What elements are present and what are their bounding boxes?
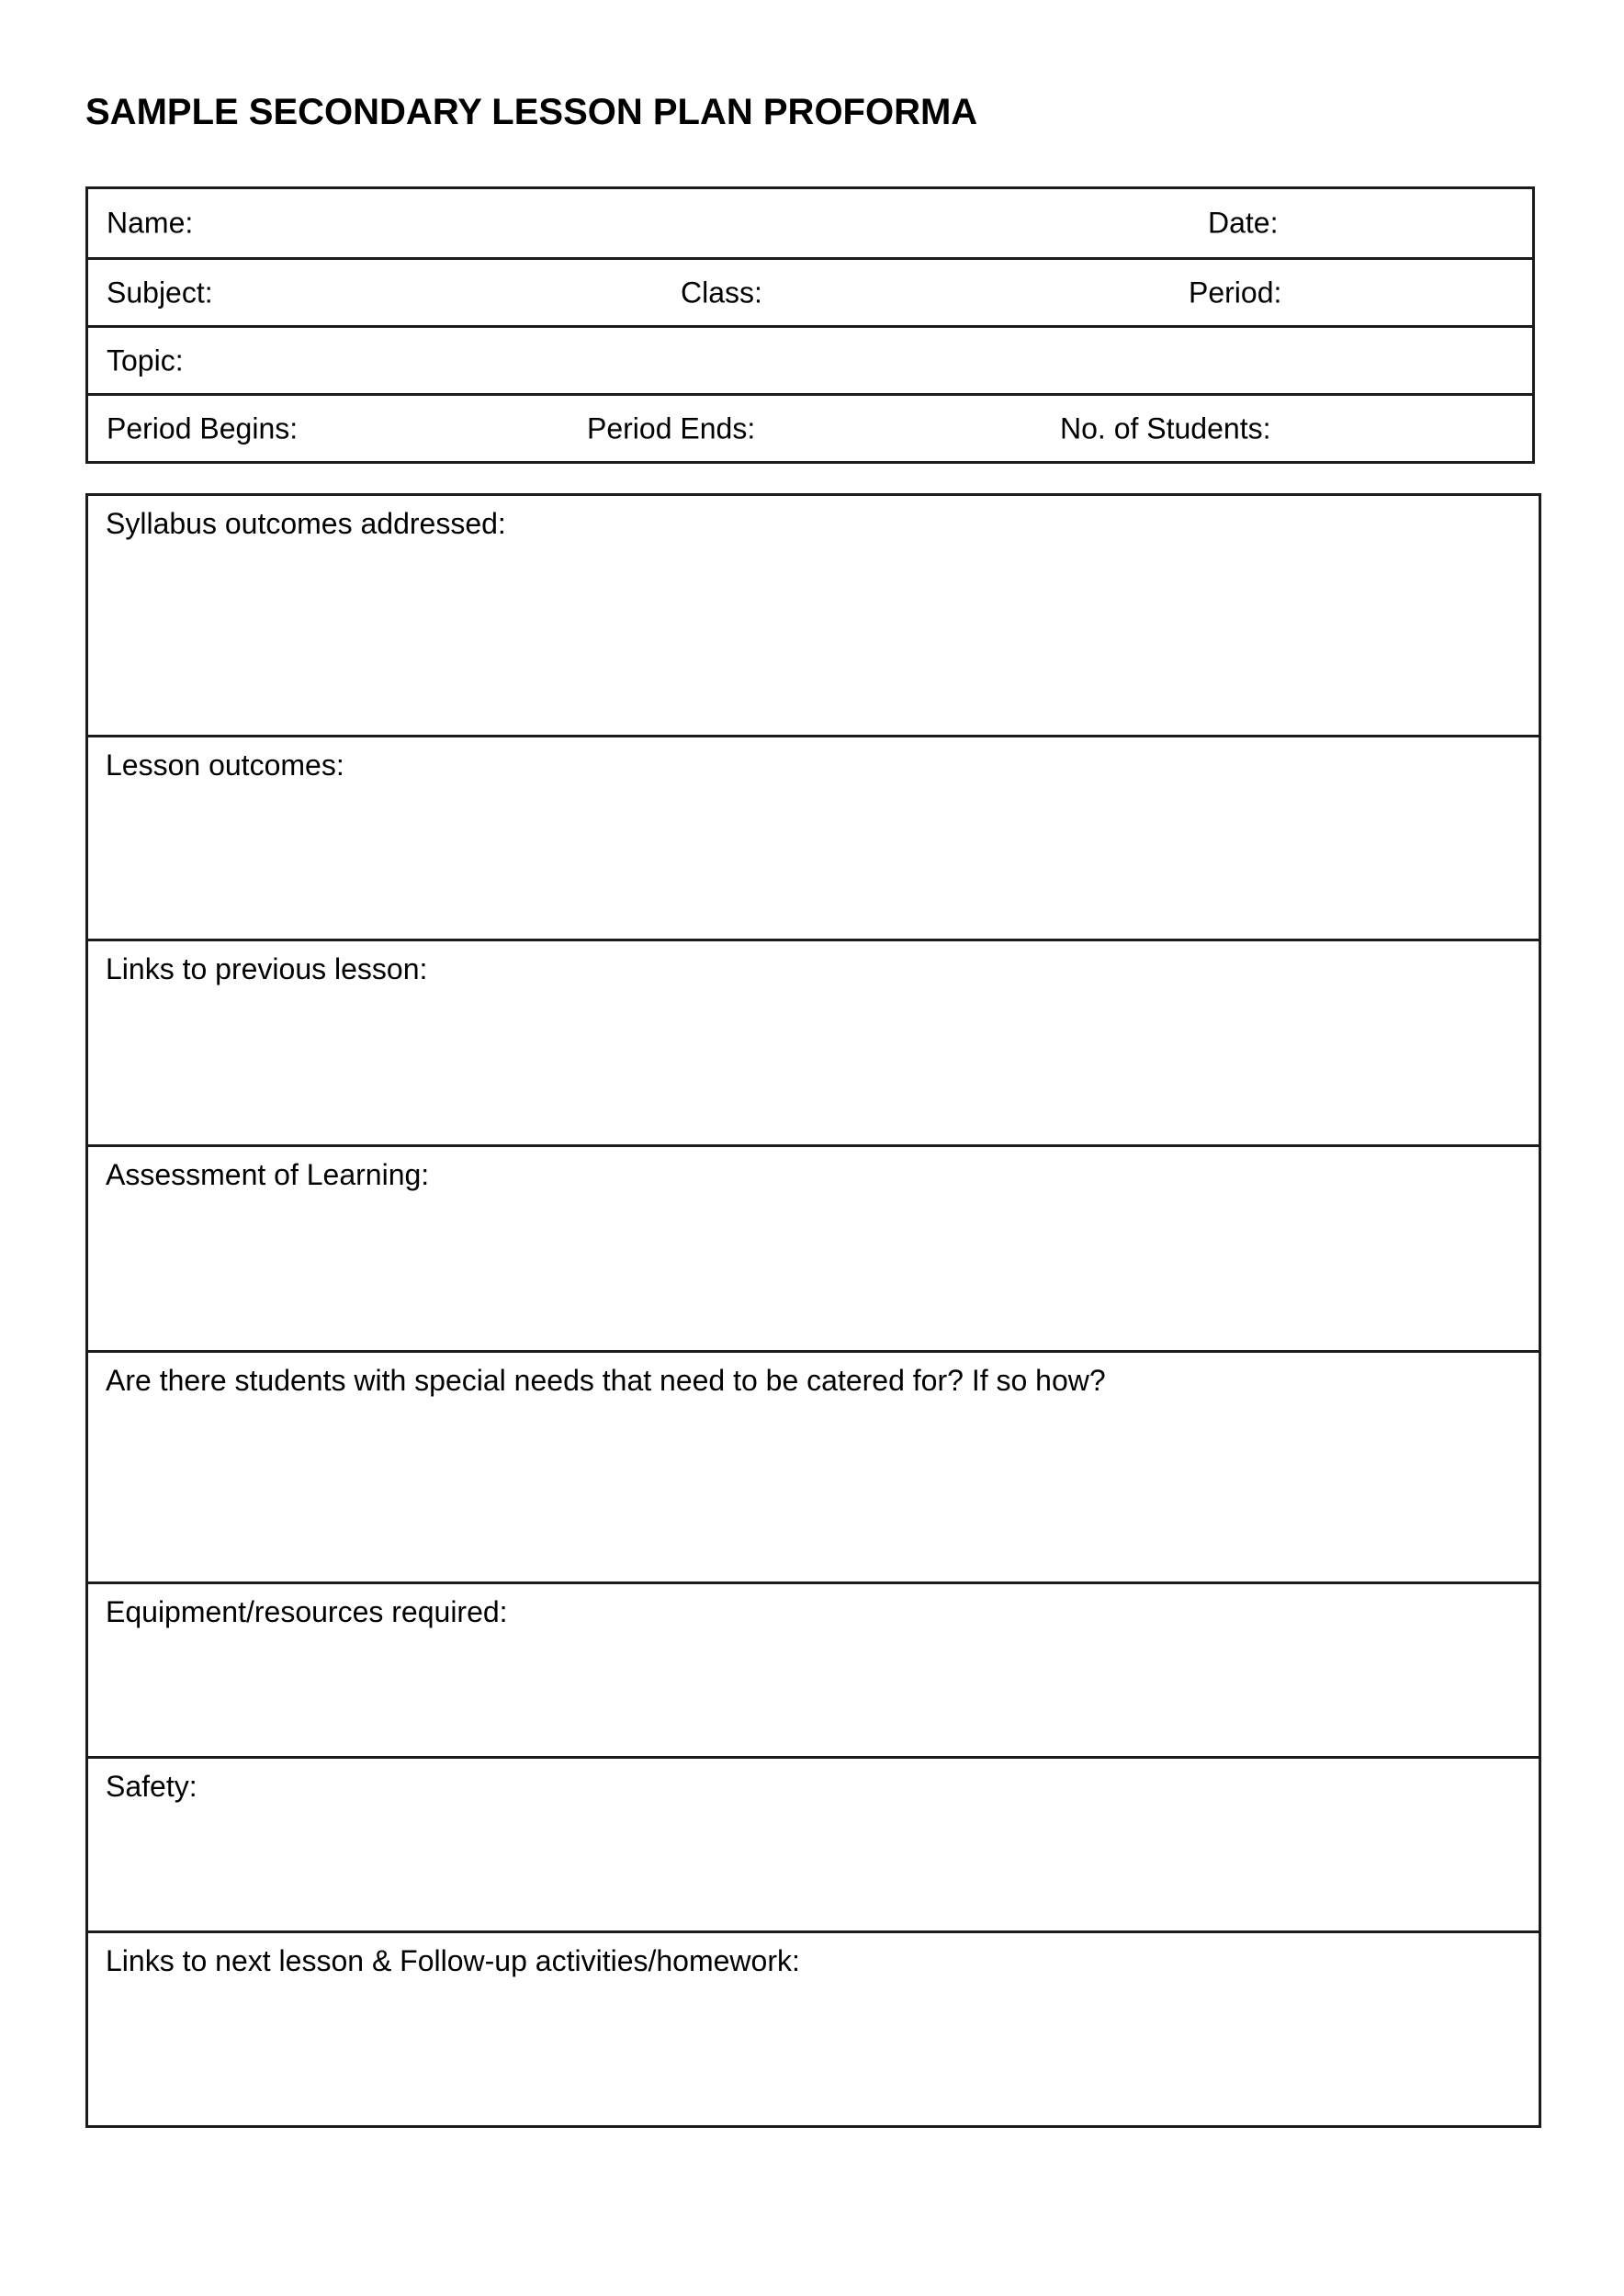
section-label-equipment-resources: Equipment/resources required:: [106, 1595, 508, 1628]
page-title: SAMPLE SECONDARY LESSON PLAN PROFORMA: [85, 92, 978, 132]
section-label-links-previous-lesson: Links to previous lesson:: [106, 952, 428, 985]
section-links-previous-lesson: [88, 939, 1539, 1144]
section-special-needs: [88, 1350, 1539, 1581]
period-ends-label: Period Ends:: [587, 411, 756, 445]
section-syllabus-outcomes: [88, 496, 1539, 735]
header-row-period-times: [88, 393, 1532, 461]
period-begins-label: Period Begins:: [107, 411, 299, 445]
section-assessment-of-learning: [88, 1144, 1539, 1350]
topic-label: Topic:: [107, 343, 184, 377]
section-label-syllabus-outcomes: Syllabus outcomes addressed:: [106, 507, 506, 540]
header-row-subject-class-period: [88, 257, 1532, 325]
header-row-name-date: [88, 189, 1532, 257]
students-label: No. of Students:: [1060, 411, 1271, 445]
class-label: Class:: [681, 276, 762, 309]
name-label: Name:: [107, 206, 194, 240]
section-label-safety: Safety:: [106, 1770, 197, 1803]
section-equipment-resources: [88, 1581, 1539, 1756]
header-table: [85, 186, 1535, 464]
section-label-assessment-of-learning: Assessment of Learning:: [106, 1158, 430, 1191]
subject-label: Subject:: [107, 276, 213, 309]
date-label: Date:: [1208, 206, 1279, 240]
period-label: Period:: [1189, 276, 1282, 309]
section-lesson-outcomes: [88, 735, 1539, 939]
sections-table: [85, 493, 1541, 2128]
section-links-next-lesson: [88, 1930, 1539, 2125]
section-label-special-needs: Are there students with special needs that need to be catered for? If so how?: [106, 1364, 1106, 1397]
section-label-lesson-outcomes: Lesson outcomes:: [106, 748, 344, 782]
section-safety: [88, 1756, 1539, 1930]
header-row-topic: [88, 325, 1532, 393]
section-label-links-next-lesson: Links to next lesson & Follow-up activities/homework:: [106, 1944, 800, 1977]
